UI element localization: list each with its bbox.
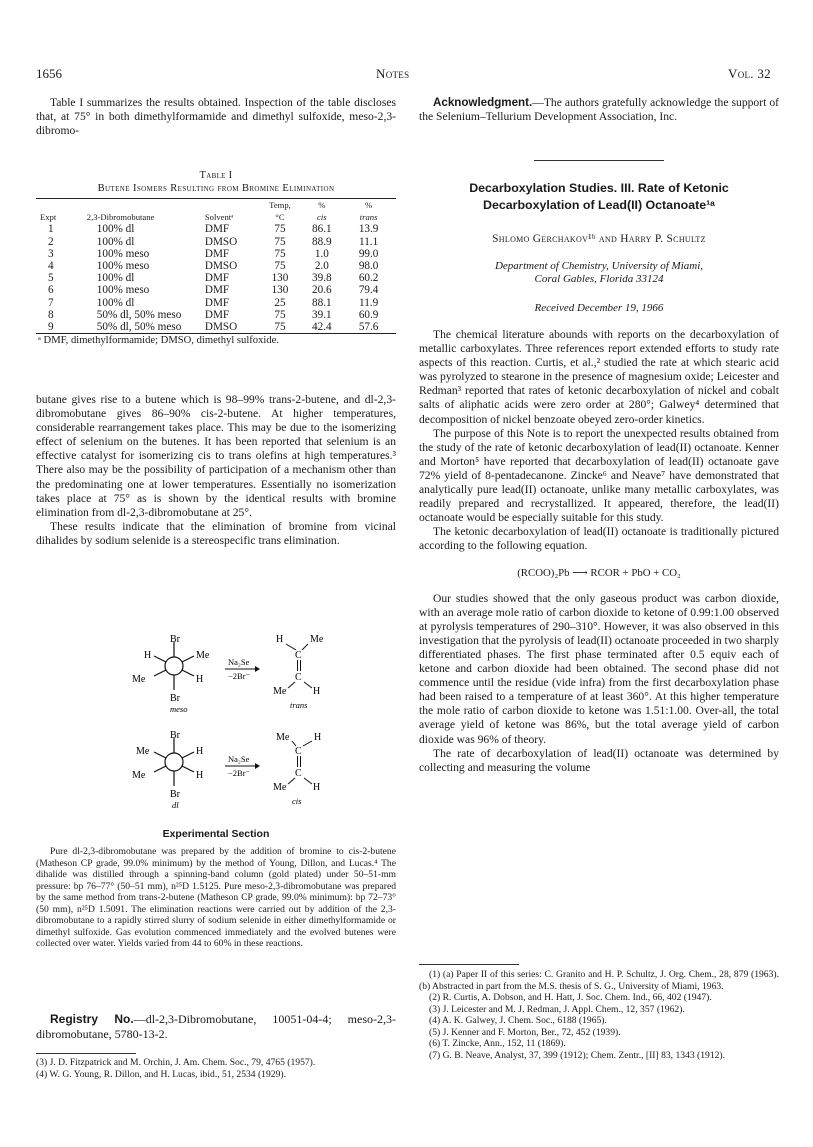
cell-temp: 75 bbox=[274, 260, 286, 273]
cell-solvent: DMSO bbox=[204, 321, 238, 334]
reagent-2: Na₂Se bbox=[228, 754, 250, 764]
volume-label: Vol. 32 bbox=[728, 66, 771, 81]
ack-label: Acknowledgment. bbox=[433, 96, 533, 109]
cell-temp: 75 bbox=[274, 235, 286, 248]
dl-br-bottom: Br bbox=[170, 789, 180, 800]
right-ref-7: (7) G. B. Neave, Analyst, 37, 399 (1912); Chem. Zentr., [II] 83, 1343 (1912). bbox=[429, 1049, 726, 1061]
header-trans-pct: % bbox=[365, 200, 373, 210]
cell-trans: 11.9 bbox=[359, 296, 379, 309]
trans-h-top: H bbox=[276, 634, 284, 645]
cell-expt: 1 bbox=[48, 223, 54, 236]
right-footnote-rule bbox=[419, 964, 519, 965]
cis-me-bottom: Me bbox=[273, 782, 287, 793]
cell-cis: 2.0 bbox=[314, 260, 329, 273]
header-solvent: Solventᵃ bbox=[204, 212, 234, 223]
affiliation-line-1: Department of Chemistry, University of Miami, bbox=[494, 260, 704, 272]
cell-trans: 57.6 bbox=[358, 321, 379, 334]
cell-dibromobutane: 100% meso bbox=[96, 247, 150, 260]
experimental-text: Pure dl-2,3-dibromobutane was prepared by the addition of bromine to cis-2-butene (Matheson CP grade, 99.0% minimum) by the method of Young, Dillon, and Lucas.⁴ The dihalide was distilled through a spinning-band column (gold plated) under 50–51-mm pressure: bp 76–77° (50–51 mm), n²⁵D 1.5125. Pure meso-2,3-dibromobutane was prepared by the same method from trans-2-butene (Matheson CP grade, 99.0% minimum): bp 72–73° (50 mm), n²⁵D 1.5091. The elimination reactions were carried out by addition of the 2,3-dibromobutane to a rapidly stirred slurry of sodium selenide in either dimethylformamide or dimethyl sulfoxide. Gas evolution commenced immediately and the evolved butenes were collected over water. Yields varied from 44 to 60% in these reactions. bbox=[36, 846, 396, 949]
cell-dibromobutane: 50% dl, 50% meso bbox=[96, 308, 182, 321]
cell-expt: 2 bbox=[48, 235, 54, 248]
table-row bbox=[40, 236, 392, 248]
cell-trans: 98.0 bbox=[358, 260, 379, 273]
article-title-line-2: Decarboxylation of Lead(II) Octanoate¹ᵃ bbox=[483, 198, 715, 212]
left-paragraph-2: butane gives rise to a butene which is 98–99% trans-2-butene, and dl-2,3-dibromobutane gives 86–90% cis-2-butene. At higher temperatures, considerable rearrangement takes place. This may be due to the isomerizing effect of selenium on the butenes. It has been reported that selenium is an effective catalyst for isomerizing cis to trans olefins at high temperatures.³ There also may be the possibility of participation of a mechanism other than the predominating one at lower temperatures. Essentially no isomerization takes place at 75° as is shown by the identical results with bromine elimination from dl-2,3-dibromobutane at 25°. bbox=[36, 393, 396, 519]
cell-expt: 3 bbox=[48, 247, 54, 260]
cis-h-top: H bbox=[314, 732, 322, 743]
right-paragraph-5: The rate of decarboxylation of lead(II) octanoate was determined by collecting and measuring the volume bbox=[419, 746, 779, 774]
trans-label: trans bbox=[290, 700, 308, 710]
left-column-body bbox=[36, 393, 396, 548]
cell-expt: 5 bbox=[48, 272, 54, 285]
right-paragraph-1: The chemical literature abounds with reports on the decarboxylation of metallic carboxylates. Three references report extended efforts to study rate aspects of this reaction. Curtis, et al.,² studied the rate at which stearic acid was pyrolyzed to stearone in the presence of magnesium oxide; Leicester and Redman³ reported that rates of ketonic decarboxylation of nickel and cobalt salts of aliphatic acids were zero order at 280°; Galwey⁴ determined that decomposition of nickel benzoate obeyed zero-order kinetics. bbox=[419, 328, 779, 426]
cell-cis: 1.0 bbox=[314, 247, 329, 260]
cell-trans: 60.2 bbox=[358, 272, 379, 285]
article-title bbox=[419, 180, 779, 214]
cell-expt: 8 bbox=[48, 308, 54, 321]
left-ref-3: (3) J. D. Fitzpatrick and M. Orchin, J. Am. Chem. Soc., 79, 4765 (1957). bbox=[36, 1057, 316, 1068]
cell-dibromobutane: 100% dl bbox=[96, 235, 135, 248]
dl-br-top: Br bbox=[170, 730, 180, 741]
cell-solvent: DMF bbox=[204, 308, 230, 321]
ack-text: —The authors gratefully acknowledge the support of the Selenium–Tellurium Development Association, Inc. bbox=[419, 96, 779, 124]
loss-2: −2Br⁻ bbox=[228, 768, 251, 778]
table-rule-bottom bbox=[36, 333, 396, 334]
cell-trans: 79.4 bbox=[358, 284, 379, 297]
page-number: 1656 bbox=[36, 66, 62, 81]
header-expt: Expt bbox=[40, 212, 57, 223]
article-title-line-1: Decarboxylation Studies. III. Rate of Ketonic bbox=[469, 181, 729, 195]
registry-block bbox=[36, 1012, 396, 1041]
experimental-heading: Experimental Section bbox=[162, 828, 270, 840]
cell-expt: 9 bbox=[48, 321, 54, 334]
cell-solvent: DMF bbox=[204, 284, 230, 297]
cell-trans: 60.9 bbox=[358, 308, 379, 321]
trans-me-top: Me bbox=[310, 634, 324, 645]
cell-expt: 6 bbox=[48, 284, 54, 297]
trans-h-bottom: H bbox=[313, 686, 321, 697]
reagent-1: Na₂Se bbox=[228, 657, 250, 667]
cell-dibromobutane: 100% dl bbox=[96, 296, 135, 309]
cell-cis: 20.6 bbox=[312, 284, 332, 297]
header-trans: trans bbox=[359, 212, 378, 223]
cell-dibromobutane: 100% meso bbox=[96, 284, 150, 297]
loss-1: −2Br⁻ bbox=[228, 671, 251, 681]
right-ref-1: (1) (a) Paper II of this series: C. Granito and H. P. Schultz, J. Org. Chem., 28, 879 (1963). (b) Abstracted in part from the M.S. thesis of S. G., University of Miami, 1963. bbox=[419, 969, 779, 992]
left-footnotes bbox=[36, 1053, 396, 1080]
table-title: Butene Isomers Resulting from Bromine Elimination bbox=[97, 183, 335, 194]
left-column-top bbox=[36, 96, 396, 138]
affiliation bbox=[419, 260, 779, 286]
cell-cis: 88.9 bbox=[312, 235, 332, 248]
right-ref-2: (2) R. Curtis, A. Dobson, and H. Hatt, J. Soc. Chem. Ind., 66, 402 (1947). bbox=[429, 992, 712, 1003]
meso-me-left: Me bbox=[132, 674, 146, 685]
table-row bbox=[40, 223, 392, 235]
trans-c-top: C bbox=[295, 650, 302, 661]
table-row bbox=[40, 284, 392, 296]
header-dibromobutane: 2,3-Dibromobutane bbox=[86, 212, 155, 223]
table-header-row-1 bbox=[40, 199, 392, 211]
left-paragraph-3: These results indicate that the elimination of bromine from vicinal dihalides by sodium selenide is a stereospecific trans elimination. bbox=[36, 519, 396, 547]
header-temp-unit: °C bbox=[275, 212, 285, 223]
table-row bbox=[40, 260, 392, 272]
dl-h-right: H bbox=[196, 746, 204, 757]
article-authors: Shlomo Gerchakov¹ᵇ and Harry P. Schultz bbox=[492, 233, 706, 245]
cis-c-top: C bbox=[295, 746, 302, 757]
dl-me-left: Me bbox=[136, 746, 150, 757]
cell-solvent: DMF bbox=[204, 296, 230, 309]
dl-h-right-bottom: H bbox=[196, 770, 204, 781]
dl-label: dl bbox=[172, 800, 179, 810]
affiliation-line-2: Coral Gables, Florida 33124 bbox=[534, 273, 664, 286]
cell-solvent: DMSO bbox=[204, 260, 238, 273]
cell-cis: 39.1 bbox=[312, 308, 332, 321]
article-separator bbox=[534, 160, 664, 161]
experimental-text-block bbox=[36, 846, 396, 950]
cell-temp: 75 bbox=[274, 247, 286, 260]
arrow-1-head bbox=[255, 666, 260, 672]
cell-dibromobutane: 100% dl bbox=[96, 223, 135, 236]
right-ref-6: (6) T. Zincke, Ann., 152, 11 (1869). bbox=[429, 1038, 566, 1049]
running-head: Notes bbox=[376, 66, 410, 81]
cis-me-top: Me bbox=[276, 732, 290, 743]
cell-cis: 86.1 bbox=[312, 223, 332, 236]
cell-expt: 7 bbox=[48, 296, 54, 309]
cell-temp: 130 bbox=[271, 272, 289, 285]
trans-me-bottom: Me bbox=[273, 686, 287, 697]
reaction-scheme bbox=[130, 632, 360, 812]
meso-h-right: H bbox=[196, 674, 204, 685]
cell-dibromobutane: 100% meso bbox=[96, 260, 150, 273]
meso-newman-projection bbox=[154, 642, 194, 690]
table-footnote: ᵃ DMF, dimethylformamide; DMSO, dimethyl sulfoxide. bbox=[38, 335, 279, 347]
right-footnotes bbox=[419, 964, 779, 1061]
cell-solvent: DMSO bbox=[204, 235, 238, 248]
cis-h-bottom: H bbox=[313, 782, 321, 793]
acknowledgment-block bbox=[419, 96, 779, 124]
left-paragraph-1: Table I summarizes the results obtained. Inspection of the table discloses that, at 75° in both dimethylformamide and dimethyl sulfoxide, meso-2,3-dibromo- bbox=[36, 96, 396, 138]
cell-trans: 13.9 bbox=[358, 223, 379, 236]
cell-solvent: DMF bbox=[204, 247, 230, 260]
header-cis-pct: % bbox=[318, 200, 326, 210]
meso-br-top: Br bbox=[170, 634, 180, 645]
cell-trans: 99.0 bbox=[358, 247, 379, 260]
trans-c-bottom: C bbox=[295, 672, 302, 683]
registry-text: —dl-2,3-Dibromobutane, 10051-04-4; meso-2,3-dibromobutane, 5780-13-2. bbox=[36, 1012, 396, 1041]
cis-c-bottom: C bbox=[295, 768, 302, 779]
received-date: Received December 19, 1966 bbox=[534, 302, 664, 314]
cis-label: cis bbox=[292, 796, 302, 806]
footnote-rule bbox=[36, 1053, 136, 1054]
right-ref-5: (5) J. Kenner and F. Morton, Ber., 72, 452 (1939). bbox=[429, 1026, 621, 1038]
meso-me-right: Me bbox=[196, 650, 210, 661]
cell-cis: 88.1 bbox=[312, 296, 332, 309]
cell-cis: 39.8 bbox=[312, 272, 332, 285]
cell-solvent: DMF bbox=[204, 223, 230, 236]
dl-me-left-bottom: Me bbox=[132, 770, 146, 781]
cell-dibromobutane: 100% dl bbox=[96, 272, 135, 285]
meso-h-left: H bbox=[144, 650, 152, 661]
meso-label: meso bbox=[170, 704, 188, 714]
left-ref-4: (4) W. G. Young, R. Dillon, and H. Lucas, ibid., 51, 2534 (1929). bbox=[36, 1068, 286, 1080]
table-row bbox=[40, 248, 392, 260]
right-ref-3: (3) J. Leicester and M. J. Redman, J. Appl. Chem., 12, 357 (1962). bbox=[429, 1003, 685, 1015]
table-number: Table I bbox=[199, 170, 233, 181]
cell-temp: 25 bbox=[274, 296, 286, 309]
right-column-body bbox=[419, 328, 779, 775]
table-row bbox=[40, 272, 392, 284]
table-1 bbox=[36, 170, 396, 346]
right-paragraph-4: Our studies showed that the only gaseous product was carbon dioxide, with an average mole ratio of carbon dioxide to ketone of 0.99:1.00 observed at pyrolysis temperatures of 290–310°. However, it was also observed in this investigation that the pyrolysis of lead(II) octanoate proceeded in two sharply differentiated phases. The first phase terminated after 0.5 equiv each of ketone and carbon dioxide had been obtained. The second phase did not commence until the residue (vide infra) from the first decarboxylation phase had been raised to a temperature of at least 360°. At this higher temperature the mole ratio of carbon dioxide to ketone was 1.51:1.00. Over-all, the total average yield of ketone was 86%, but the total average yield of carbon dioxide was 96% of theory. bbox=[419, 591, 779, 746]
right-ref-4: (4) A. K. Galwey, J. Chem. Soc., 6188 (1965). bbox=[429, 1015, 607, 1026]
reaction-equation: (RCOO)₂Pb ⟶ RCOR + PbO + CO₂ bbox=[517, 566, 681, 579]
cell-expt: 4 bbox=[48, 260, 54, 273]
table-header-row-2 bbox=[40, 211, 392, 223]
header-temp: Temp, bbox=[269, 200, 291, 210]
table-row bbox=[40, 321, 392, 333]
right-paragraph-2: The purpose of this Note is to report the unexpected results obtained from the study of the rate of ketonic decarboxylation of lead(II) octanoate. Kenner and Morton⁵ have reported that decarboxylation of lead(II) octanoate gave 72% yield of 8-pentadecanone. Zincke⁶ and Neave⁷ have demonstrated that analytically pure lead(II) octanoate, unlike many metallic carboxylates, was readily prepared and recrystallized. It appeared, therefore, the lead(II) octanoate would be especially suitable for this study. bbox=[419, 426, 779, 525]
cell-temp: 75 bbox=[274, 308, 286, 321]
cell-solvent: DMF bbox=[204, 272, 230, 285]
registry-label: Registry No. bbox=[50, 1012, 134, 1026]
cell-dibromobutane: 50% dl, 50% meso bbox=[96, 321, 182, 334]
cell-cis: 42.4 bbox=[312, 321, 332, 334]
table-row bbox=[40, 297, 392, 309]
header-cis: cis bbox=[317, 212, 327, 223]
table-body bbox=[40, 199, 392, 333]
right-paragraph-3: The ketonic decarboxylation of lead(II) octanoate is traditionally pictured according to the following equation. bbox=[419, 525, 779, 553]
cell-temp: 130 bbox=[271, 284, 289, 297]
meso-br-bottom: Br bbox=[170, 693, 180, 704]
cell-temp: 75 bbox=[274, 321, 286, 334]
table-row bbox=[40, 309, 392, 321]
cell-temp: 75 bbox=[274, 223, 286, 236]
arrow-2-head bbox=[255, 763, 260, 769]
dl-newman-projection bbox=[154, 738, 194, 786]
cell-trans: 11.1 bbox=[359, 235, 379, 248]
